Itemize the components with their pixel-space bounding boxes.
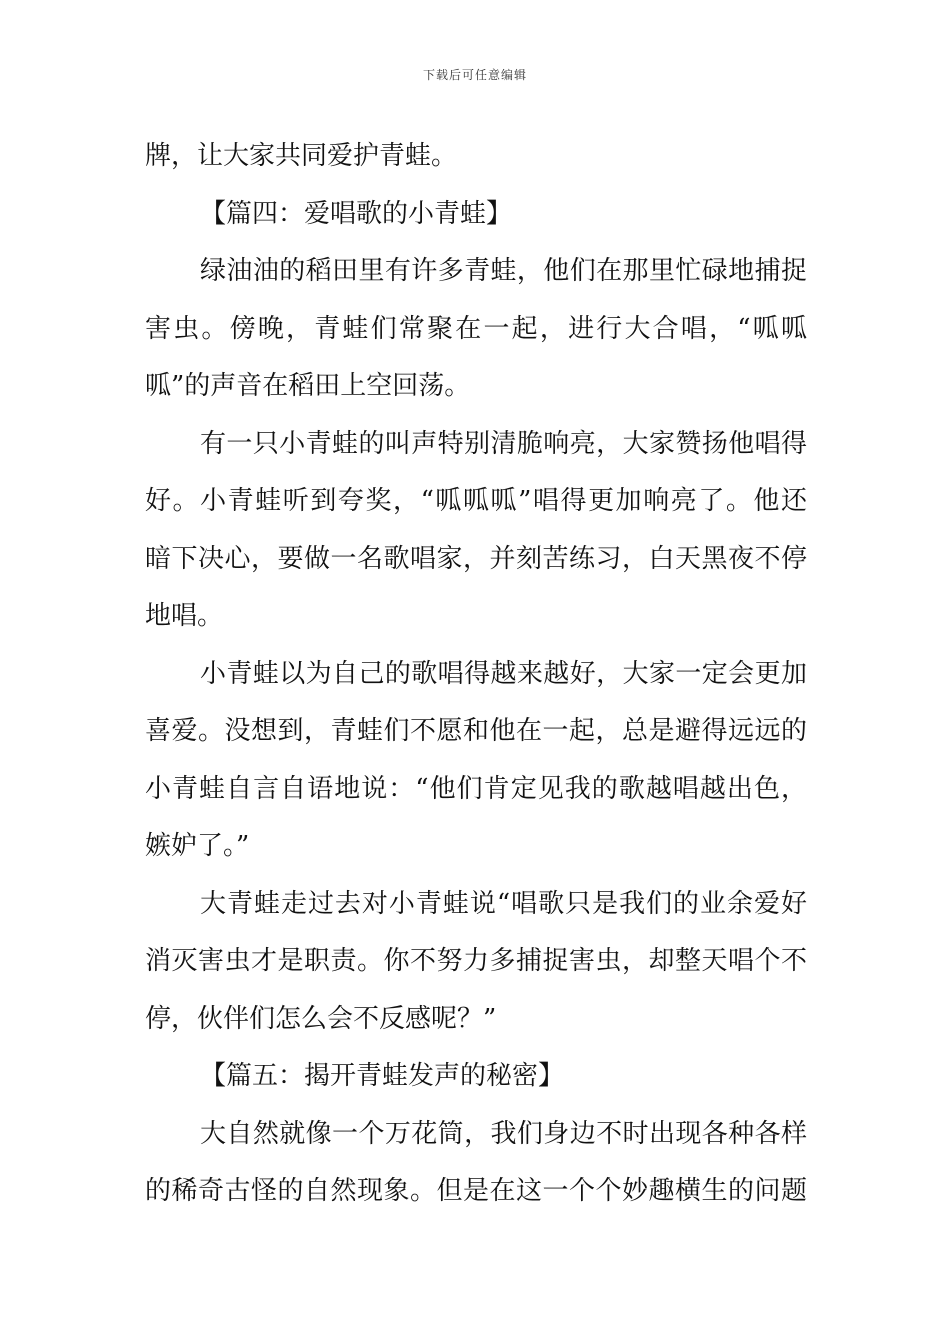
text-line: 的稀奇古怪的自然现象。但是在这一个个妙趣横生的问题: [145, 1176, 807, 1206]
text-line: 喜爱。没想到，青蛙们不愿和他在一起，总是避得远远的: [145, 716, 807, 746]
text-line: 大青蛙走过去对小青蛙说“唱歌只是我们的业余爱好: [200, 888, 807, 919]
text-line: 有一只小青蛙的叫声特别清脆响亮，大家赞扬他唱得: [200, 428, 807, 459]
text-line: 嫉妒了。”: [145, 831, 250, 861]
text-line: 大自然就像一个万花筒，我们身边不时出现各种各样: [200, 1118, 807, 1149]
page-header: 下载后可任意编辑: [422, 68, 527, 82]
text-line: 消灭害虫才是职责。你不努力多捕捉害虫，却整天唱个不: [145, 946, 807, 976]
text-line: 小青蛙自言自语地说：“他们肯定见我的歌越唱越出色，: [145, 773, 807, 804]
text-line: 暗下决心，要做一名歌唱家，并刻苦练习，白天黑夜不停: [145, 543, 807, 574]
section-heading: 【篇四：爱唱歌的小青蛙】: [200, 198, 513, 229]
section-heading: 【篇五：揭开青蛙发声的秘密】: [200, 1061, 565, 1091]
text-line: 害虫。傍晚，青蛙们常聚在一起，进行大合唱，“呱呱: [145, 313, 807, 344]
text-line: 好。小青蛙听到夸奖，“呱呱呱”唱得更加响亮了。他还: [145, 486, 807, 516]
text-line: 呱”的声音在稻田上空回荡。: [145, 371, 471, 401]
text-line: 小青蛙以为自己的歌唱得越来越好，大家一定会更加: [200, 658, 807, 689]
text-line: 停，伙伴们怎么会不反感呢？”: [145, 1003, 497, 1034]
text-line: 绿油油的稻田里有许多青蛙，他们在那里忙碌地捕捉: [200, 256, 807, 286]
document-body: [145, 128, 807, 1221]
text-line: 牌，让大家共同爱护青蛙。: [145, 141, 458, 171]
text-line: 地唱。: [145, 601, 224, 631]
